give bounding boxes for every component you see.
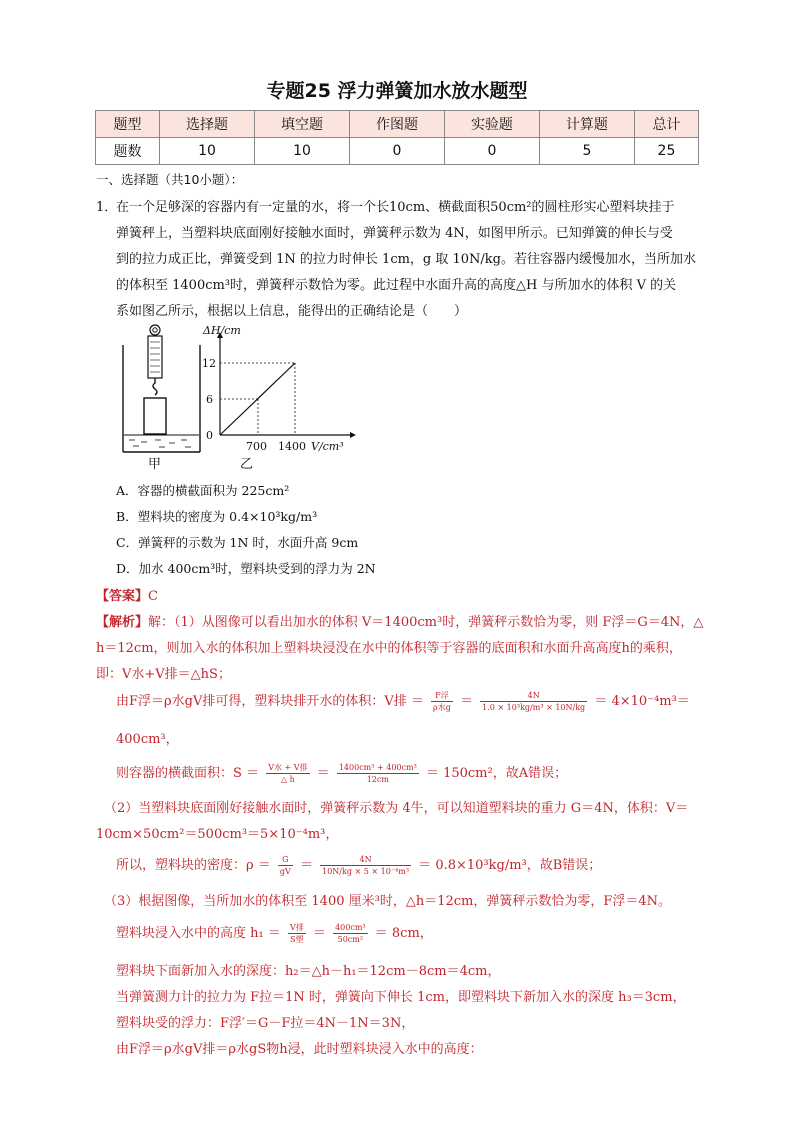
analysis-line: 即：V水+V排＝△hS； xyxy=(96,667,231,682)
fraction-numerator: V排 xyxy=(290,923,304,932)
analysis-line: 塑料块下面新加入水的深度：h₂＝△h－h₁＝12cm－8cm＝4cm， xyxy=(116,964,501,979)
fraction-denominator: S塑 xyxy=(290,935,304,944)
analysis-text: ＝ xyxy=(299,858,313,873)
page-title: 专题25 浮力弹簧加水放水题型 xyxy=(266,80,528,102)
table-header-cell: 实验题 xyxy=(444,111,539,138)
fraction-denominator: △ h xyxy=(280,775,295,784)
question-line: 在一个足够深的容器内有一定量的水，将一个长10cm、横截面积50cm²的圆柱形实心塑料块挂于 xyxy=(116,200,675,215)
fraction xyxy=(288,922,306,945)
analysis-text: 解：（1）从图像可以看出加水的体积 V＝1400cm³时，弹簧秤示数恰为零，则 F浮＝G＝4N，△ xyxy=(148,615,704,630)
analysis-formula-line xyxy=(116,690,690,713)
table-cell: 10 xyxy=(160,138,255,165)
analysis-line: h＝12cm，则加入水的体积加上塑料块浸没在水中的体积等于容器的底面积和水面升高高度h的乘积， xyxy=(96,641,682,656)
fraction xyxy=(431,690,453,713)
graph-y-tick: 6 xyxy=(206,393,213,406)
analysis-text: 由F浮＝ρ水gV排可得，塑料块排开水的体积：V排 ＝ xyxy=(116,694,424,709)
fraction xyxy=(320,854,411,877)
analysis-line xyxy=(96,611,703,630)
table-header-cell: 作图题 xyxy=(349,111,444,138)
table-cell: 5 xyxy=(539,138,634,165)
question-line: 的体积至 1400cm³时，弹簧秤示数恰为零。此过程中水面升高的高度△H 与所加水的体积 V 的关 xyxy=(116,278,677,293)
question-line: 到的拉力成正比，弹簧受到 1N 的拉力时伸长 1cm，g 取 10N/kg。若往容器内缓慢加水，当所加水 xyxy=(116,252,697,267)
analysis-text: ＝ xyxy=(460,694,474,709)
table-header-cell: 选择题 xyxy=(160,111,255,138)
analysis-line: （2）当塑料块底面刚好接触水面时，弹簧秤示数为 4牛，可以知道塑料块的重力 G＝4N，体积：V＝ xyxy=(104,801,689,816)
table-header-cell: 题型 xyxy=(96,111,160,138)
fraction-denominator: ρ水g xyxy=(433,703,451,712)
container-diagram xyxy=(123,325,200,452)
analysis-line: 当弹簧测力计的拉力为 F拉＝1N 时，弹簧向下伸长 1cm，即塑料块下新加入水的深度 h₃＝3cm， xyxy=(116,990,686,1005)
fraction xyxy=(278,854,293,877)
graph-x-tick: 1400 xyxy=(278,440,306,453)
analysis-formula-line xyxy=(116,762,567,785)
analysis-line: 由F浮＝ρ水gV排＝ρ水gS物h浸，此时塑料块浸入水中的高度： xyxy=(116,1042,483,1057)
table-row xyxy=(96,138,699,165)
option-c: C．弹簧秤的示数为 1N 时，水面升高 9cm xyxy=(116,535,359,550)
fraction-numerator: V水 + V排 xyxy=(268,763,308,772)
fraction-denominator: gV xyxy=(279,867,291,876)
answer-label: 【答案】 xyxy=(96,589,149,604)
question-line: 系如图乙所示，根据以上信息，能得出的正确结论是（ ） xyxy=(116,304,468,319)
question-figure xyxy=(115,320,365,475)
graph-diagram xyxy=(217,332,356,438)
figure-label-jia: 甲 xyxy=(148,457,162,472)
fraction-numerator: F浮 xyxy=(431,690,453,702)
section-heading: 一、选择题（共10小题）： xyxy=(96,172,244,187)
fraction xyxy=(266,762,309,785)
table-header-row xyxy=(96,111,699,138)
fraction-numerator: 1400cm³ + 400cm³ xyxy=(338,763,417,772)
fraction-denominator: 12cm xyxy=(366,775,389,784)
analysis-line: 塑料块受的浮力：F浮′＝G－F拉＝4N－1N＝3N， xyxy=(116,1016,415,1031)
answer xyxy=(96,585,158,604)
analysis-formula-line xyxy=(116,922,433,945)
table-header-cell: 计算题 xyxy=(539,111,634,138)
analysis-text: 塑料块浸入水中的高度 h₁ ＝ xyxy=(116,926,281,941)
table-header-cell: 填空题 xyxy=(255,111,350,138)
answer-value: C xyxy=(148,589,158,604)
fraction-denominator: 1.0 × 10³kg/m³ × 10N/kg xyxy=(482,703,586,712)
analysis-formula-line xyxy=(116,854,601,877)
graph-x-label: V/cm³ xyxy=(311,440,344,453)
graph-x-tick: 700 xyxy=(246,440,267,453)
fraction xyxy=(480,690,587,713)
analysis-text: ＝ 8cm， xyxy=(374,926,433,941)
fraction-numerator: 4N xyxy=(480,690,587,702)
option-d: D．加水 400cm³时，塑料块受到的浮力为 2N xyxy=(116,561,376,576)
analysis-text: ＝ 150cm²，故A错误； xyxy=(425,766,568,781)
analysis-text: ＝ xyxy=(312,926,326,941)
analysis-text: 则容器的横截面积：S ＝ xyxy=(116,766,260,781)
option-a: A．容器的横截面积为 225cm² xyxy=(116,483,290,498)
table-cell: 0 xyxy=(349,138,444,165)
analysis-line: 400cm³， xyxy=(116,732,179,747)
fraction-numerator: 4N xyxy=(320,854,411,866)
fraction-numerator: G xyxy=(278,854,293,866)
table-cell: 0 xyxy=(444,138,539,165)
graph-y-tick: 0 xyxy=(206,429,213,442)
analysis-text: ＝ xyxy=(316,766,330,781)
fraction-numerator: 400cm³ xyxy=(335,923,366,932)
fraction-denominator: 10N/kg × 5 × 10⁻⁴m³ xyxy=(322,867,410,876)
fraction xyxy=(333,922,368,945)
table-cell: 10 xyxy=(255,138,350,165)
graph-y-label: ΔH/cm xyxy=(203,324,241,337)
analysis-line: （3）根据图像，当所加水的体积至 1400 厘米³时，△h＝12cm，弹簧秤示数恰为零，F浮＝4N。 xyxy=(104,894,672,909)
analysis-label: 【解析】 xyxy=(96,615,149,630)
analysis-text: ＝ 0.8×10³kg/m³，故B错误； xyxy=(418,858,602,873)
table-header-cell: 总计 xyxy=(634,111,698,138)
question-line: 弹簧秤上，当塑料块底面刚好接触水面时，弹簧秤示数为 4N，如图甲所示。已知弹簧的伸长与受 xyxy=(116,226,673,241)
fraction-denominator: 50cm² xyxy=(337,935,364,944)
graph-y-tick: 12 xyxy=(202,357,216,370)
question-number: 1． xyxy=(96,200,118,215)
fraction xyxy=(337,762,419,785)
table-cell: 25 xyxy=(634,138,698,165)
question-stem xyxy=(96,195,706,325)
analysis-line: 10cm×50cm²＝500cm³＝5×10⁻⁴m³， xyxy=(96,827,339,842)
analysis-text: 所以，塑料块的密度：ρ ＝ xyxy=(116,858,271,873)
option-b: B．塑料块的密度为 0.4×10³kg/m³ xyxy=(116,509,318,524)
figure-label-yi: 乙 xyxy=(240,457,254,472)
analysis-text: ＝ 4×10⁻⁴m³＝ xyxy=(594,694,690,709)
question-summary-table xyxy=(95,110,699,165)
table-cell: 题数 xyxy=(96,138,160,165)
